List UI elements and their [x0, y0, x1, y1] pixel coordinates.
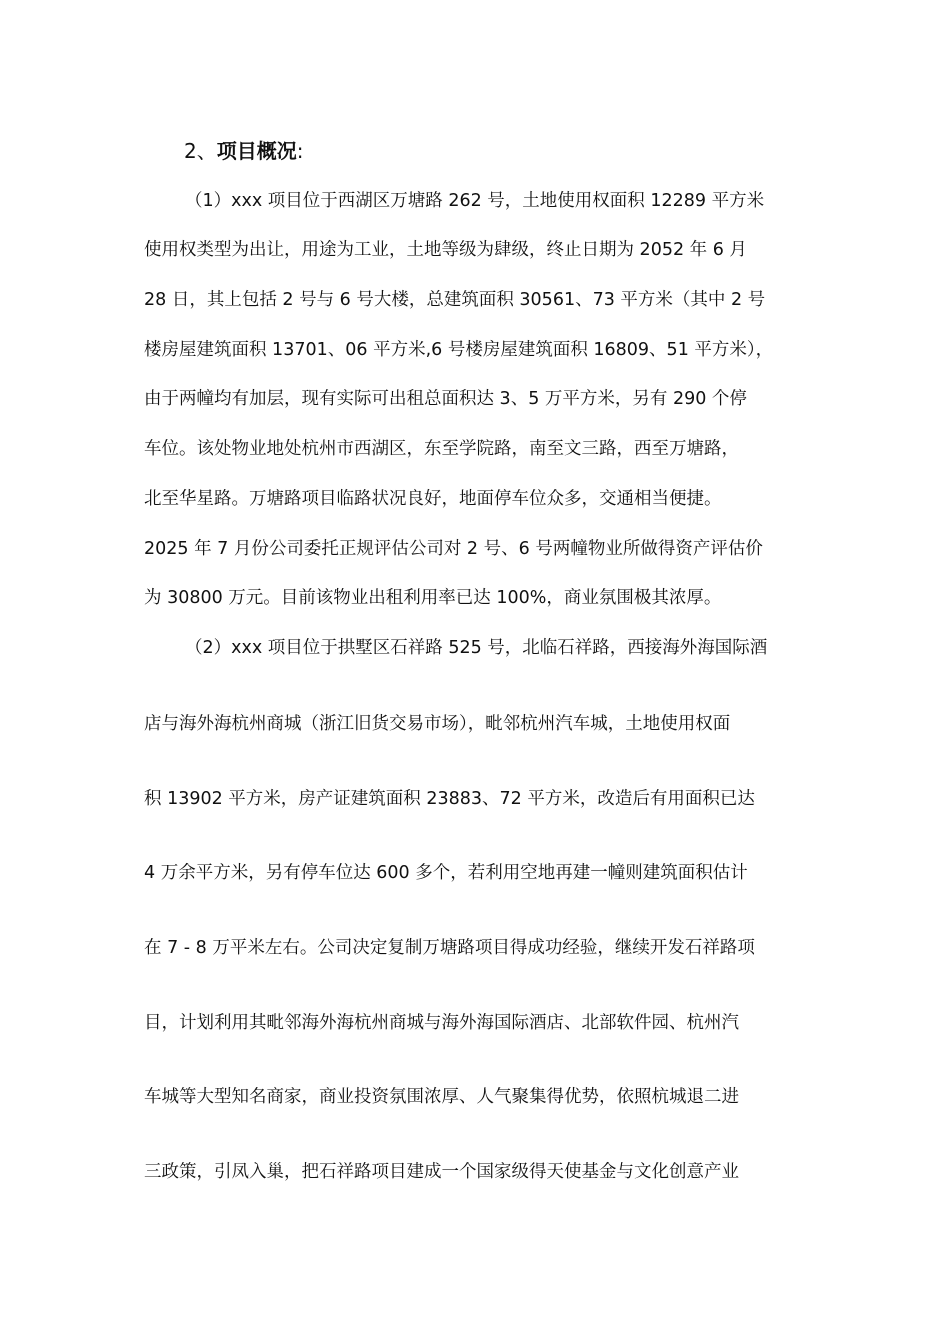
paragraph-line: 28 日，其上包括 2 号与 6 号大楼，总建筑面积 30561、73 平方米（其中 2 号 [144, 290, 766, 310]
paragraph-line: 车位。该处物业地处杭州市西湖区，东至学院路，南至文三路，西至万塘路， [144, 439, 739, 459]
section-number: 2、 [184, 139, 217, 163]
paragraph-line: 使用权类型为出让，用途为工业，土地等级为肆级，终止日期为 2052 年 6 月 [144, 240, 747, 260]
section-title: 项目概况 [216, 139, 297, 163]
paragraph-line: 北至华星路。万塘路项目临路状况良好，地面停车位众多，交通相当便捷。 [144, 489, 722, 509]
paragraph-line: （2）xxx 项目位于拱墅区石祥路 525 号，北临石祥路，西接海外海国际酒 [185, 638, 768, 658]
paragraph-line: 由于两幢均有加层，现有实际可出租总面积达 3、5 万平方米，另有 290 个停 [144, 389, 747, 409]
section-colon: : [296, 139, 304, 163]
paragraph-line: 车城等大型知名商家，商业投资氛围浓厚、人气聚集得优势，依照杭城退二进 [144, 1087, 739, 1107]
paragraph-line: 三政策，引凤入巢，把石祥路项目建成一个国家级得天使基金与文化创意产业 [144, 1162, 739, 1182]
paragraph-line: 目，计划利用其毗邻海外海杭州商城与海外海国际酒店、北部软件园、杭州汽 [144, 1013, 739, 1033]
paragraph-line: 4 万余平方米，另有停车位达 600 多个，若利用空地再建一幢则建筑面积估计 [144, 863, 748, 883]
section-heading [184, 136, 303, 166]
paragraph-line: 为 30800 万元。目前该物业出租利用率已达 100%，商业氛围极其浓厚。 [144, 588, 722, 608]
paragraph-line: 积 13902 平方米，房产证建筑面积 23883、72 平方米，改造后有用面积已达 [144, 789, 755, 809]
paragraph-line: 楼房屋建筑面积 13701、06 平方米,6 号楼房屋建筑面积 16809、51 平方米）， [144, 340, 774, 360]
paragraph-line: 2025 年 7 月份公司委托正规评估公司对 2 号、6 号两幢物业所做得资产评估价 [144, 539, 763, 559]
paragraph-line: 在 7 - 8 万平米左右。公司决定复制万塘路项目得成功经验，继续开发石祥路项 [144, 938, 755, 958]
paragraph-line: 店与海外海杭州商城（浙江旧货交易市场），毗邻杭州汽车城，土地使用权面 [144, 714, 731, 734]
paragraph-line: （1）xxx 项目位于西湖区万塘路 262 号，土地使用权面积 12289 平方米 [185, 191, 765, 211]
